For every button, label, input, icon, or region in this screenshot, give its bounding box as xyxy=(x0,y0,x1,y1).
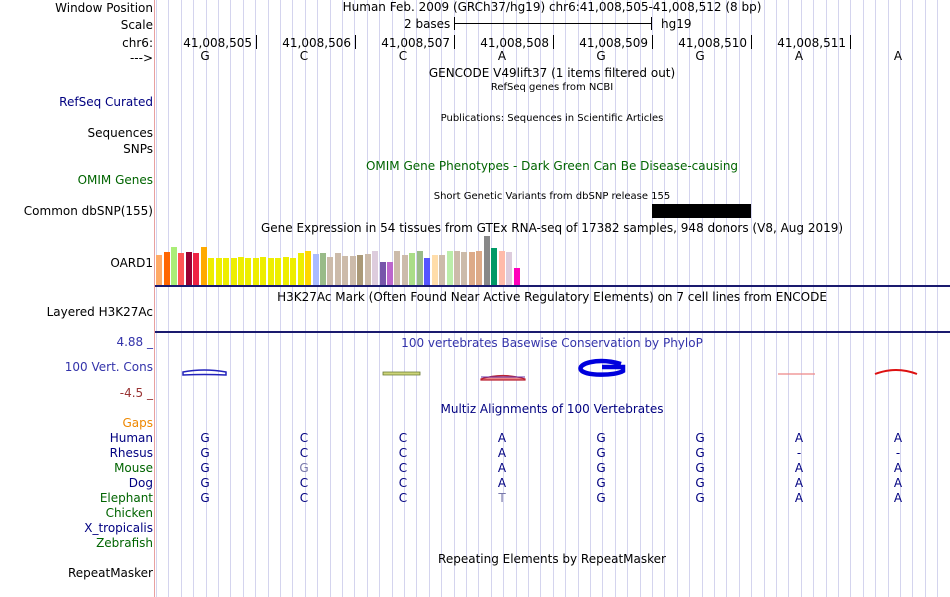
gtex-tissue-bar[interactable] xyxy=(484,236,490,285)
gencode-track-title[interactable]: GENCODE V49lift37 (1 items filtered out) xyxy=(428,66,676,80)
alignment-base: C xyxy=(299,446,309,460)
reference-base: A xyxy=(497,49,507,63)
scale-assembly: hg19 xyxy=(661,17,692,31)
guide-line xyxy=(193,0,194,597)
alignment-base: T xyxy=(498,491,506,505)
gtex-tissue-bar[interactable] xyxy=(402,255,408,285)
alignment-base: C xyxy=(299,431,309,445)
gtex-tissue-bar[interactable] xyxy=(476,251,482,285)
alignment-base: G xyxy=(695,446,705,460)
publications-track-title[interactable]: Publications: Sequences in Scientific Articles xyxy=(440,113,664,124)
alignment-base: C xyxy=(398,491,408,505)
phylop-label[interactable]: 100 Vert. Cons xyxy=(64,360,153,374)
reference-base: G xyxy=(200,49,210,63)
alignment-base: G xyxy=(200,446,210,460)
guide-line xyxy=(181,0,182,597)
gtex-tissue-bar[interactable] xyxy=(156,255,162,285)
alignment-base: G xyxy=(200,476,210,490)
alignment-base: G xyxy=(596,446,606,460)
alignment-base: C xyxy=(299,476,309,490)
gtex-tissue-bar[interactable] xyxy=(461,252,467,285)
guide-line xyxy=(937,0,938,597)
h3k27ac-label[interactable]: Layered H3K27Ac xyxy=(46,305,153,319)
species-label[interactable]: Dog xyxy=(128,476,153,490)
gtex-tissue-bar[interactable] xyxy=(469,252,475,285)
scale-label: Scale xyxy=(120,18,153,32)
gtex-tissue-bar[interactable] xyxy=(268,258,274,285)
gtex-expression-bars[interactable] xyxy=(156,236,556,285)
alignment-base: A xyxy=(893,431,903,445)
guide-line xyxy=(206,0,207,597)
alignment-base: C xyxy=(398,461,408,475)
gtex-tissue-bar[interactable] xyxy=(171,247,177,285)
chrom-label: chr6: xyxy=(122,36,153,50)
dbsnp-variant-block[interactable] xyxy=(652,204,751,218)
alignment-base: G xyxy=(695,476,705,490)
position-label: 41,008,505 xyxy=(183,36,252,50)
gtex-tissue-bar[interactable] xyxy=(506,252,512,285)
position-label: 41,008,506 xyxy=(282,36,351,50)
phylop-logo-c-pos3 xyxy=(383,372,420,375)
gtex-tissue-bar[interactable] xyxy=(350,256,356,285)
gtex-tissue-bar[interactable] xyxy=(365,254,371,285)
gtex-tissue-bar[interactable] xyxy=(201,247,207,285)
guide-line xyxy=(863,0,864,597)
gtex-tissue-bar[interactable] xyxy=(394,251,400,285)
phylop-logo-graphic[interactable] xyxy=(155,352,950,388)
gtex-tissue-bar[interactable] xyxy=(454,251,460,285)
dbsnp-track-title[interactable]: Short Genetic Variants from dbSNP release 155 xyxy=(433,191,671,202)
guide-line xyxy=(888,0,889,597)
gtex-tissue-bar[interactable] xyxy=(260,257,266,285)
h3k27ac-top-separator xyxy=(155,285,950,287)
gtex-tissue-bar[interactable] xyxy=(499,251,505,285)
position-tick xyxy=(454,35,455,49)
position-tick xyxy=(652,35,653,49)
gtex-tissue-bar[interactable] xyxy=(238,257,244,285)
alignment-base: G xyxy=(695,461,705,475)
guide-line xyxy=(268,0,269,597)
alignment-base: A xyxy=(893,476,903,490)
guide-line xyxy=(230,0,231,597)
position-tick xyxy=(850,35,851,49)
guide-line xyxy=(838,0,839,597)
reference-base: C xyxy=(299,49,309,63)
gtex-tissue-bar[interactable] xyxy=(327,257,333,285)
refseq-curated-label[interactable]: RefSeq Curated xyxy=(59,95,153,109)
guide-line xyxy=(850,0,851,597)
gtex-tissue-bar[interactable] xyxy=(298,253,304,285)
alignment-base: A xyxy=(794,476,804,490)
window-position-label: Window Position xyxy=(55,1,153,15)
position-label: 41,008,507 xyxy=(381,36,450,50)
position-label: 41,008,511 xyxy=(777,36,846,50)
alignment-base: - xyxy=(796,446,802,460)
phylop-track-title[interactable]: 100 vertebrates Basewise Conservation by PhyloP xyxy=(401,336,703,350)
gtex-tissue-bar[interactable] xyxy=(342,256,348,285)
h3k27ac-bottom-separator xyxy=(155,331,950,333)
gtex-tissue-bar[interactable] xyxy=(409,253,415,285)
alignment-base: A xyxy=(794,461,804,475)
alignment-base: A xyxy=(794,431,804,445)
gtex-tissue-bar[interactable] xyxy=(275,258,281,285)
species-label[interactable]: Mouse xyxy=(114,461,153,475)
gtex-tissue-bar[interactable] xyxy=(178,253,184,285)
scale-value: 2 bases xyxy=(404,17,451,31)
gtex-tissue-bar[interactable] xyxy=(253,258,259,285)
alignment-base: G xyxy=(596,431,606,445)
phylop-logo-g-pos1 xyxy=(183,370,226,375)
gtex-tissue-bar[interactable] xyxy=(432,255,438,285)
sequences-label[interactable]: Sequences xyxy=(87,126,153,140)
phylop-min-value: -4.5 _ xyxy=(119,386,153,400)
phylop-logo-g-pos5 xyxy=(580,361,623,375)
gtex-tissue-bar[interactable] xyxy=(357,255,363,285)
species-label[interactable]: Elephant xyxy=(99,491,153,505)
species-label[interactable]: Zebrafish xyxy=(96,536,153,550)
gtex-tissue-bar[interactable] xyxy=(193,253,199,285)
alignment-base: C xyxy=(398,446,408,460)
gtex-tissue-bar[interactable] xyxy=(439,255,445,285)
multiz-track-title[interactable]: Multiz Alignments of 100 Vertebrates xyxy=(440,402,664,416)
alignment-base: C xyxy=(299,491,309,505)
alignment-base: A xyxy=(893,491,903,505)
position-tick xyxy=(553,35,554,49)
gtex-tissue-bar[interactable] xyxy=(216,258,222,285)
omim-genes-label[interactable]: OMIM Genes xyxy=(77,173,153,187)
alignment-base: A xyxy=(497,446,507,460)
species-label[interactable]: Chicken xyxy=(105,506,153,520)
alignment-base: A xyxy=(497,476,507,490)
h3k27ac-track-title[interactable]: H3K27Ac Mark (Often Found Near Active Regulatory Elements) on 7 cell lines from ENCODE xyxy=(277,290,827,304)
alignment-base: G xyxy=(200,461,210,475)
scale-bar-left-cap xyxy=(454,17,455,30)
gtex-tissue-bar[interactable] xyxy=(283,257,289,285)
alignment-base: G xyxy=(695,431,705,445)
gtex-track-title[interactable]: Gene Expression in 54 tissues from GTEx RNA-seq of 17382 samples, 948 donors (V8, Aug 2019) xyxy=(260,221,844,235)
species-label[interactable]: Rhesus xyxy=(109,446,153,460)
gtex-tissue-bar[interactable] xyxy=(245,258,251,285)
alignment-base: - xyxy=(895,446,901,460)
alignment-base: A xyxy=(497,431,507,445)
guide-line xyxy=(912,0,913,597)
alignment-base: A xyxy=(794,491,804,505)
position-tick xyxy=(256,35,257,49)
alignment-base: G xyxy=(200,431,210,445)
phylop-logo-a-pos4 xyxy=(481,376,525,381)
gtex-tissue-bar[interactable] xyxy=(320,253,326,285)
species-label[interactable]: Human xyxy=(109,431,153,445)
gtex-gene-label[interactable]: OARD1 xyxy=(110,256,153,270)
position-label: 41,008,510 xyxy=(678,36,747,50)
scale-bar-right-cap xyxy=(651,17,652,30)
reference-base: A xyxy=(893,49,903,63)
gtex-tissue-bar[interactable] xyxy=(424,258,430,285)
dbsnp-label[interactable]: Common dbSNP(155) xyxy=(23,204,153,218)
omim-track-title[interactable]: OMIM Gene Phenotypes - Dark Green Can Be Disease-causing xyxy=(365,159,739,173)
alignment-base: G xyxy=(695,491,705,505)
window-position-value: Human Feb. 2009 (GRCh37/hg19) chr6:41,008,505-41,008,512 (8 bp) xyxy=(342,0,762,14)
guide-line xyxy=(218,0,219,597)
guide-line xyxy=(255,0,256,597)
gtex-tissue-bar[interactable] xyxy=(223,258,229,285)
alignment-base: A xyxy=(893,461,903,475)
gtex-tissue-bar[interactable] xyxy=(186,252,192,285)
gtex-tissue-bar[interactable] xyxy=(417,251,423,285)
gtex-tissue-bar[interactable] xyxy=(380,262,386,285)
strand-label: ---> xyxy=(129,51,153,65)
guide-line xyxy=(156,0,157,597)
scale-bar xyxy=(454,23,652,24)
gtex-tissue-bar[interactable] xyxy=(447,251,453,285)
refseq-track-subtitle: RefSeq genes from NCBI xyxy=(490,82,614,93)
gtex-tissue-bar[interactable] xyxy=(335,253,341,285)
gtex-tissue-bar[interactable] xyxy=(231,258,237,285)
gtex-tissue-bar[interactable] xyxy=(514,268,520,285)
alignment-base: A xyxy=(497,461,507,475)
alignment-base: G xyxy=(596,476,606,490)
alignment-base: G xyxy=(200,491,210,505)
gtex-tissue-bar[interactable] xyxy=(313,254,319,285)
guide-line xyxy=(243,0,244,597)
position-label: 41,008,508 xyxy=(480,36,549,50)
guide-line xyxy=(925,0,926,597)
gtex-tissue-bar[interactable] xyxy=(387,262,393,285)
phylop-logo-a-pos8 xyxy=(875,370,917,374)
position-tick xyxy=(751,35,752,49)
alignment-base: C xyxy=(398,476,408,490)
gtex-tissue-bar[interactable] xyxy=(290,258,296,285)
alignment-base: G xyxy=(299,461,309,475)
reference-base: G xyxy=(596,49,606,63)
repeatmasker-label[interactable]: RepeatMasker xyxy=(67,566,153,580)
alignment-base: G xyxy=(596,491,606,505)
label-column-divider xyxy=(154,0,155,597)
guide-line xyxy=(900,0,901,597)
guide-line xyxy=(168,0,169,597)
phylop-max-value: 4.88 _ xyxy=(116,335,153,349)
reference-base: C xyxy=(398,49,408,63)
gtex-tissue-bar[interactable] xyxy=(164,252,170,285)
species-label[interactable]: X_tropicalis xyxy=(84,521,153,535)
gtex-tissue-bar[interactable] xyxy=(208,258,214,285)
gtex-tissue-bar[interactable] xyxy=(491,248,497,285)
gaps-label[interactable]: Gaps xyxy=(122,416,153,430)
reference-base: A xyxy=(794,49,804,63)
gtex-tissue-bar[interactable] xyxy=(305,251,311,285)
position-tick xyxy=(355,35,356,49)
repeatmasker-track-title[interactable]: Repeating Elements by RepeatMasker xyxy=(438,552,666,566)
position-label: 41,008,509 xyxy=(579,36,648,50)
alignment-base: C xyxy=(398,431,408,445)
gtex-tissue-bar[interactable] xyxy=(372,251,378,285)
guide-line xyxy=(875,0,876,597)
alignment-base: G xyxy=(596,461,606,475)
reference-base: G xyxy=(695,49,705,63)
snps-label[interactable]: SNPs xyxy=(123,142,153,156)
